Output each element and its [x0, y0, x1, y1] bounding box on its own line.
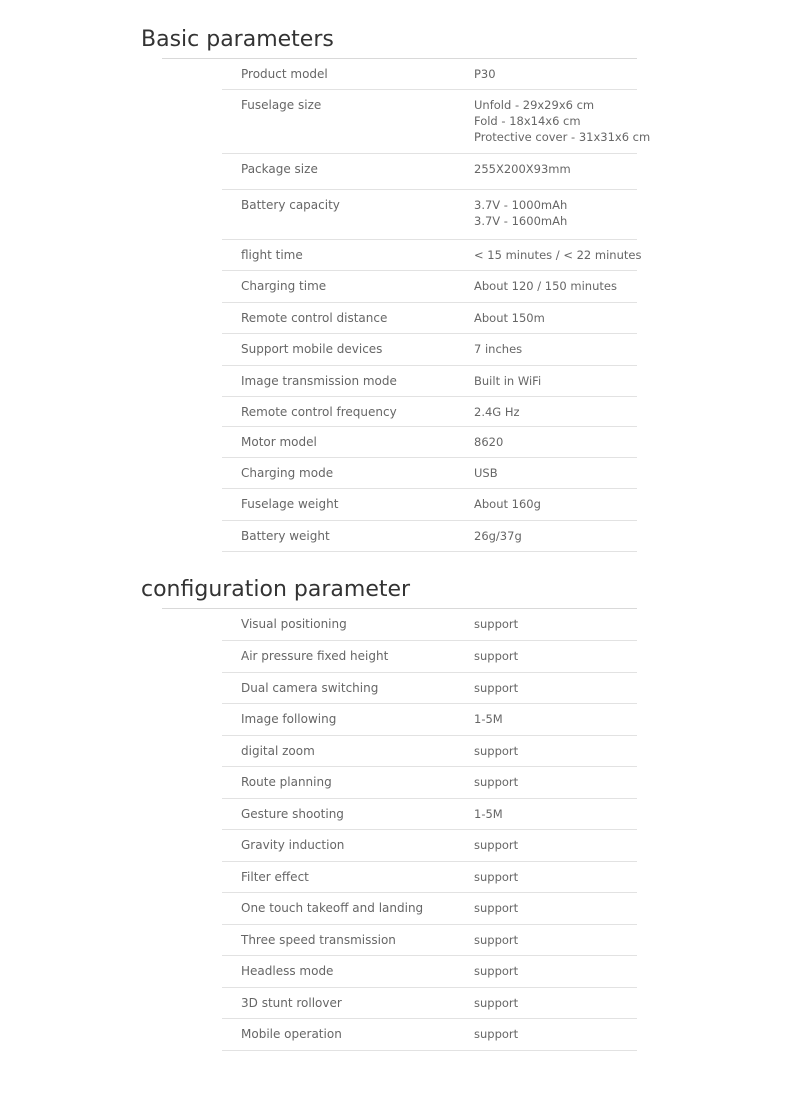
table-row — [222, 427, 637, 458]
spec-value-line: P30 — [474, 67, 496, 81]
spec-value-line: 255X200X93mm — [474, 162, 571, 176]
spec-value-line: support — [474, 838, 519, 852]
spec-label: Charging time — [241, 279, 327, 293]
spec-label: Product model — [241, 67, 328, 81]
spec-value-line: 7 inches — [474, 342, 523, 356]
spec-value-line: < 15 minutes / < 22 minutes — [474, 248, 642, 262]
table-row — [222, 767, 637, 799]
table-row — [222, 830, 637, 862]
spec-value — [474, 616, 518, 632]
spec-value-line: About 160g — [474, 497, 541, 511]
spec-label: Fuselage weight — [241, 497, 339, 511]
basic-parameters-title: Basic parameters — [141, 27, 334, 52]
spec-value-line: support — [474, 649, 519, 663]
table-row — [222, 988, 637, 1019]
table-row — [222, 90, 651, 154]
spec-label: Route planning — [241, 775, 332, 789]
spec-value — [474, 680, 518, 696]
spec-label: Filter effect — [241, 870, 309, 884]
table-row — [222, 271, 637, 303]
spec-value-line: support — [474, 744, 519, 758]
spec-value — [474, 774, 518, 790]
spec-value — [474, 404, 520, 420]
spec-value-line: About 150m — [474, 311, 545, 325]
spec-label: Gravity induction — [241, 838, 345, 852]
spec-value — [474, 278, 617, 294]
spec-label: Three speed transmission — [241, 933, 396, 947]
spec-value-line: 2.4G Hz — [474, 405, 520, 419]
spec-value — [474, 837, 518, 853]
table-row — [222, 489, 637, 521]
spec-value — [474, 869, 518, 885]
table-row — [222, 925, 637, 956]
spec-label: Remote control frequency — [241, 405, 397, 419]
spec-value-line: 8620 — [474, 435, 504, 449]
spec-value — [474, 97, 650, 145]
spec-value — [474, 711, 503, 727]
spec-value — [474, 963, 518, 979]
spec-value — [474, 373, 541, 389]
spec-value-line: Protective cover - 31x31x6 cm — [474, 130, 651, 144]
spec-value — [474, 66, 496, 82]
spec-value-line: support — [474, 681, 519, 695]
table-row — [222, 893, 637, 925]
spec-value-line: support — [474, 901, 519, 915]
spec-value-line: support — [474, 617, 519, 631]
spec-label: Mobile operation — [241, 1027, 342, 1041]
spec-value — [474, 995, 518, 1011]
spec-label: One touch takeoff and landing — [241, 901, 424, 915]
spec-value — [474, 806, 503, 822]
table-row — [222, 190, 637, 240]
spec-value — [474, 932, 518, 948]
table-row — [222, 240, 642, 271]
table-row — [222, 609, 637, 641]
table-row — [222, 1019, 637, 1051]
spec-value-line: support — [474, 933, 519, 947]
table-row — [222, 862, 637, 893]
table-row — [222, 458, 637, 489]
spec-label: Image transmission mode — [241, 374, 397, 388]
table-row — [222, 334, 637, 366]
table-row — [222, 956, 637, 988]
spec-value — [474, 743, 518, 759]
spec-label: Visual positioning — [241, 617, 347, 631]
table-row — [222, 303, 637, 334]
spec-label: 3D stunt rollover — [241, 996, 342, 1010]
spec-label: Support mobile devices — [241, 342, 383, 356]
spec-value — [474, 341, 522, 357]
spec-label: Package size — [241, 162, 318, 176]
spec-value-line: Fold - 18x14x6 cm — [474, 114, 581, 128]
configuration-parameter-table — [222, 609, 637, 1051]
spec-value-line: 1-5M — [474, 807, 503, 821]
table-row — [222, 59, 637, 90]
spec-value-line: support — [474, 1027, 519, 1041]
table-row — [222, 704, 637, 736]
spec-value-line: support — [474, 964, 519, 978]
spec-value — [474, 310, 545, 326]
spec-label: Dual camera switching — [241, 681, 379, 695]
spec-value — [474, 434, 503, 450]
spec-value — [474, 197, 567, 229]
spec-value-line: 3.7V - 1600mAh — [474, 214, 568, 228]
spec-value-line: support — [474, 775, 519, 789]
spec-label: Gesture shooting — [241, 807, 344, 821]
table-row — [222, 397, 637, 427]
table-row — [222, 366, 637, 397]
spec-value — [474, 900, 518, 916]
spec-value-line: USB — [474, 466, 498, 480]
spec-value-line: About 120 / 150 minutes — [474, 279, 617, 293]
table-row — [222, 736, 637, 767]
spec-value — [474, 247, 641, 263]
spec-value — [474, 648, 518, 664]
spec-label: Motor model — [241, 435, 317, 449]
spec-label: Remote control distance — [241, 311, 388, 325]
spec-value — [474, 496, 541, 512]
spec-label: Charging mode — [241, 466, 334, 480]
spec-value-line: Built in WiFi — [474, 374, 542, 388]
table-row — [222, 521, 637, 552]
spec-value-line: support — [474, 870, 519, 884]
spec-value-line: support — [474, 996, 519, 1010]
spec-value-line: Unfold - 29x29x6 cm — [474, 98, 595, 112]
spec-label: Battery capacity — [241, 198, 340, 212]
table-row — [222, 673, 637, 704]
spec-value — [474, 161, 571, 177]
spec-label: digital zoom — [241, 744, 315, 758]
spec-value — [474, 1026, 518, 1042]
configuration-parameter-title: configuration parameter — [141, 577, 411, 602]
spec-value-line: 1-5M — [474, 712, 503, 726]
spec-label: Headless mode — [241, 964, 334, 978]
spec-label: Fuselage size — [241, 98, 322, 112]
spec-value — [474, 465, 498, 481]
spec-label: Image following — [241, 712, 337, 726]
table-row — [222, 154, 637, 190]
table-row — [222, 641, 637, 673]
spec-label: Air pressure fixed height — [241, 649, 389, 663]
spec-label: Battery weight — [241, 529, 330, 543]
basic-parameters-table — [222, 59, 651, 552]
spec-value — [474, 528, 522, 544]
spec-value-line: 26g/37g — [474, 529, 522, 543]
spec-label: flight time — [241, 248, 303, 262]
spec-value-line: 3.7V - 1000mAh — [474, 198, 568, 212]
table-row — [222, 799, 637, 830]
